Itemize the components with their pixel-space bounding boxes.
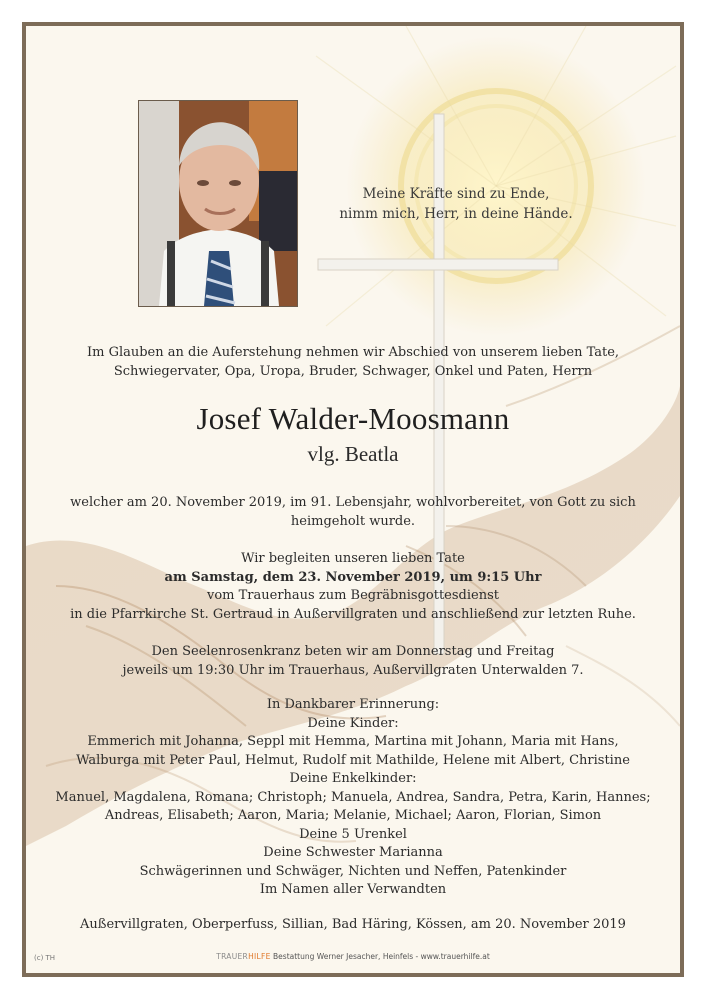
closing-line: Außervillgraten, Oberperfuss, Sillian, Bad Häring, Kössen, am 20. November 2019: [80, 917, 626, 932]
footer-text: Bestattung Werner Jesacher, Heinfels - www.trauerhilfe.at: [270, 952, 490, 961]
parte-card: [22, 22, 684, 977]
mourners-list: [26, 696, 680, 900]
funeral-date: am Samstag, dem 23. November 2019, um 9:15 Uhr: [164, 569, 542, 585]
death-notice: [26, 494, 680, 531]
mourner-line: Walburga mit Peter Paul, Helmut, Rudolf mit Mathilde, Helene mit Albert, Christine: [76, 752, 630, 768]
brand-logo-part2: HILFE: [248, 952, 271, 961]
motto-line: Meine Kräfte sind zu Ende,: [362, 186, 550, 202]
deceased-nickname: vlg. Beatla: [307, 442, 399, 466]
copyright-mark: (c) TH: [34, 954, 56, 962]
portrait-photo: [138, 100, 298, 307]
death-line: welcher am 20. November 2019, im 91. Lebensjahr, wohlvorbereitet, von Gott zu sich: [70, 495, 636, 510]
rosary-info: [26, 643, 680, 680]
funeral-line: in die Pfarrkirche St. Gertraud in Außervillgraten und anschließend zur letzten Ruhe.: [70, 606, 636, 622]
motto-line: nimm mich, Herr, in deine Hände.: [339, 206, 573, 222]
mourner-line: Deine Kinder:: [307, 715, 399, 731]
funeral-info: [26, 550, 680, 624]
death-line: heimgeholt wurde.: [290, 513, 416, 529]
funeral-home-footer: [26, 952, 680, 961]
brand-logo-part1: TRAUER: [216, 952, 249, 961]
rosary-line: jeweils um 19:30 Uhr im Trauerhaus, Außervillgraten Unterwalden 7.: [122, 662, 584, 678]
mourner-line: Deine 5 Urenkel: [299, 826, 407, 842]
mourner-line: Deine Schwester Marianna: [263, 845, 443, 860]
intro-line: Im Glauben an die Auferstehung nehmen wir Abschied von unserem lieben Tate,: [86, 345, 620, 360]
mourner-line: Emmerich mit Johanna, Seppl mit Hemma, Martina mit Johann, Maria mit Hans,: [87, 734, 619, 749]
closing-place-date: [26, 916, 680, 935]
intro-text: [26, 344, 680, 381]
mourner-line: Schwägerinnen und Schwäger, Nichten und Neffen, Patenkinder: [139, 863, 567, 879]
mourner-line: Im Namen aller Verwandten: [259, 882, 447, 897]
mourner-line: Andreas, Elisabeth; Aaron, Maria; Melanie, Michael; Aaron, Florian, Simon: [104, 808, 602, 823]
intro-line: Schwiegervater, Opa, Uropa, Bruder, Schwager, Onkel und Paten, Herrn: [113, 363, 593, 379]
mourner-line: Manuel, Magdalena, Romana; Christoph; Manuela, Andrea, Sandra, Petra, Karin, Hannes;: [55, 789, 651, 805]
motto-verse: [316, 184, 596, 224]
rosary-line: Den Seelenrosenkranz beten wir am Donnerstag und Freitag: [151, 644, 555, 659]
funeral-line: vom Trauerhaus zum Begräbnisgottesdienst: [207, 588, 499, 603]
mourner-line: Deine Enkelkinder:: [289, 771, 417, 786]
deceased-name: Josef Walder-Moosmann: [196, 401, 510, 436]
funeral-line: Wir begleiten unseren lieben Tate: [241, 551, 465, 566]
mourners-heading: In Dankbarer Erinnerung:: [266, 697, 440, 712]
